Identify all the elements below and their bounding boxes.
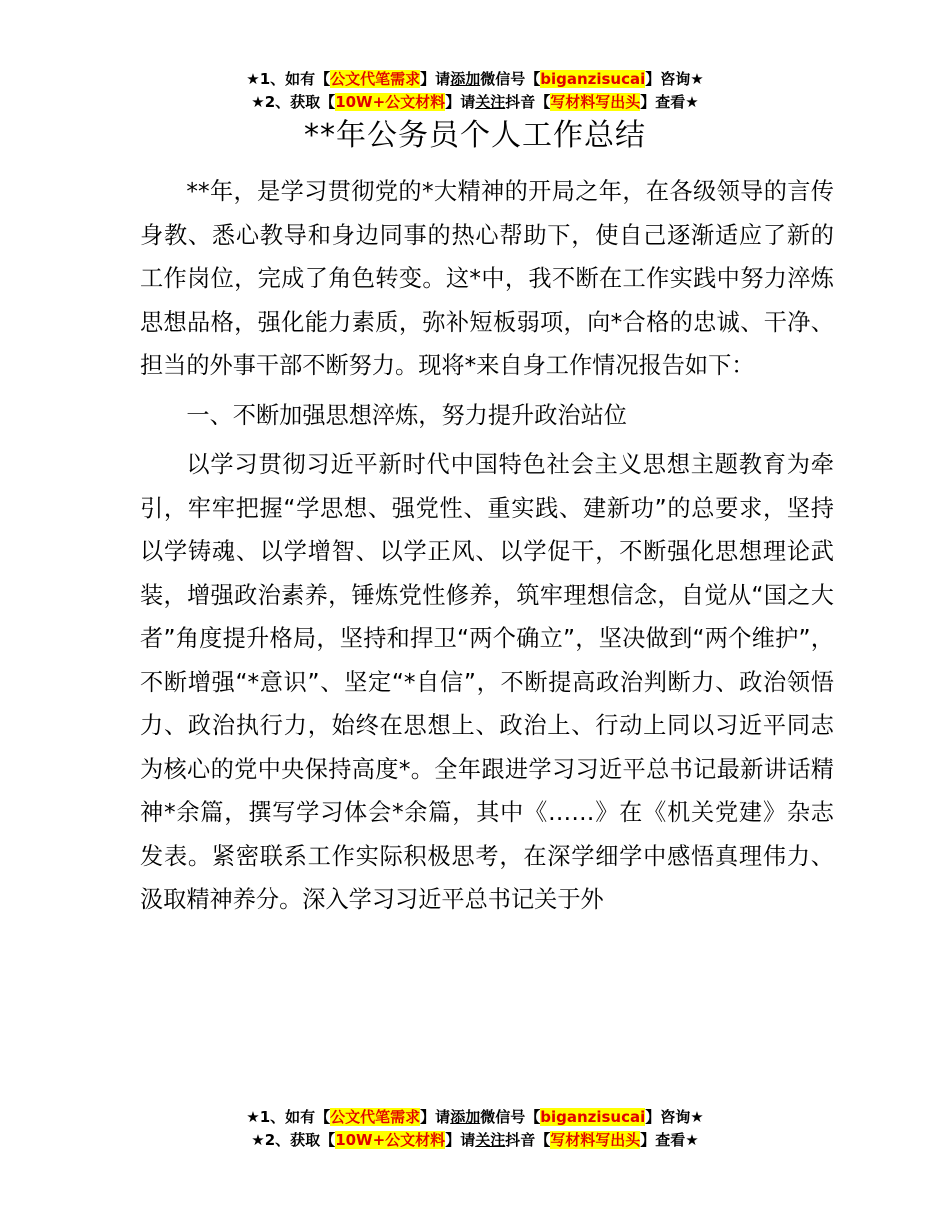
banner-text: 抖音【 — [505, 93, 551, 111]
banner-underline: 关注 — [475, 1131, 506, 1149]
banner-text: 】咨询★ — [645, 1108, 704, 1126]
banner-text: 】请 — [445, 93, 476, 111]
paragraph-intro: **年，是学习贯彻党的*大精神的开局之年，在各级领导的言传身教、悉心教导和身边同事的热心帮助下，使自己逐渐适应了新的工作岗位，完成了角色转变。这*中，我不断在工作实践中努力淬炼思想品格，强化能力素质，弥补短板弱项，向*合格的忠诚、干净、担当的外事干部不断努力。现将*来自身工作情况报告如下： — [140, 178, 834, 379]
banner-text: 】查看★ — [640, 93, 699, 111]
document-title: **年公务员个人工作总结 — [304, 118, 646, 153]
banner-text: 】咨询★ — [645, 70, 704, 88]
banner-highlight: 10W+公文材料 — [335, 93, 446, 111]
section-heading: 一、不断加强思想淬炼，努力提升政治站位 — [186, 401, 627, 429]
banner-highlight: 写材料写出头 — [550, 1131, 641, 1149]
banner-highlight: 公文代笔需求 — [330, 1108, 421, 1126]
banner-highlight: 写材料写出头 — [550, 93, 641, 111]
footer-banner — [0, 1106, 950, 1152]
header-banner — [0, 68, 950, 114]
banner-text: 抖音【 — [505, 1131, 551, 1149]
banner-line-1 — [0, 68, 950, 91]
banner-underline: 添加 — [450, 1108, 481, 1126]
banner-line-2 — [0, 1129, 950, 1152]
banner-text: 】查看★ — [640, 1131, 699, 1149]
paragraph-body: 以学习贯彻习近平新时代中国特色社会主义思想主题教育为牵引，牢牢把握“学思想、强党性、重实践、建新功”的总要求，坚持以学铸魂、以学增智、以学正风、以学促干，不断强化思想理论武装，增强政治素养，锤炼党性修养，筑牢理想信念，自觉从“国之大者”角度提升格局，坚持和捍卫“两个确立”，坚决做到“两个维护”，不断增强“*意识”、坚定“*自信”，不断提高政治判断力、政治领悟力、政治执行力，始终在思想上、政治上、行动上同以习近平同志为核心的党中央保持高度*。全年跟进学习习近平总书记最新讲话精神*余篇，撰写学习体会*余篇，其中《……》在《机关党建》杂志发表。紧密联系工作实际积极思考，在深学细学中感悟真理伟力、汲取精神养分。深入学习习近平总书记关于外 — [140, 451, 834, 913]
banner-text: ★2、获取【 — [251, 1131, 336, 1149]
banner-text: ★1、如有【 — [246, 1108, 331, 1126]
banner-text: 】请 — [420, 70, 451, 88]
banner-text: 】请 — [445, 1131, 476, 1149]
document-body — [140, 170, 834, 922]
banner-highlight: biganzisucai — [540, 70, 646, 88]
banner-line-1 — [0, 1106, 950, 1129]
banner-text: 微信号【 — [480, 70, 541, 88]
banner-text: 微信号【 — [480, 1108, 541, 1126]
banner-text: 】请 — [420, 1108, 451, 1126]
banner-highlight: 10W+公文材料 — [335, 1131, 446, 1149]
banner-line-2 — [0, 91, 950, 114]
banner-underline: 关注 — [475, 93, 506, 111]
banner-highlight: biganzisucai — [540, 1108, 646, 1126]
banner-highlight: 公文代笔需求 — [330, 70, 421, 88]
banner-text: ★2、获取【 — [251, 93, 336, 111]
banner-text: ★1、如有【 — [246, 70, 331, 88]
banner-underline: 添加 — [450, 70, 481, 88]
